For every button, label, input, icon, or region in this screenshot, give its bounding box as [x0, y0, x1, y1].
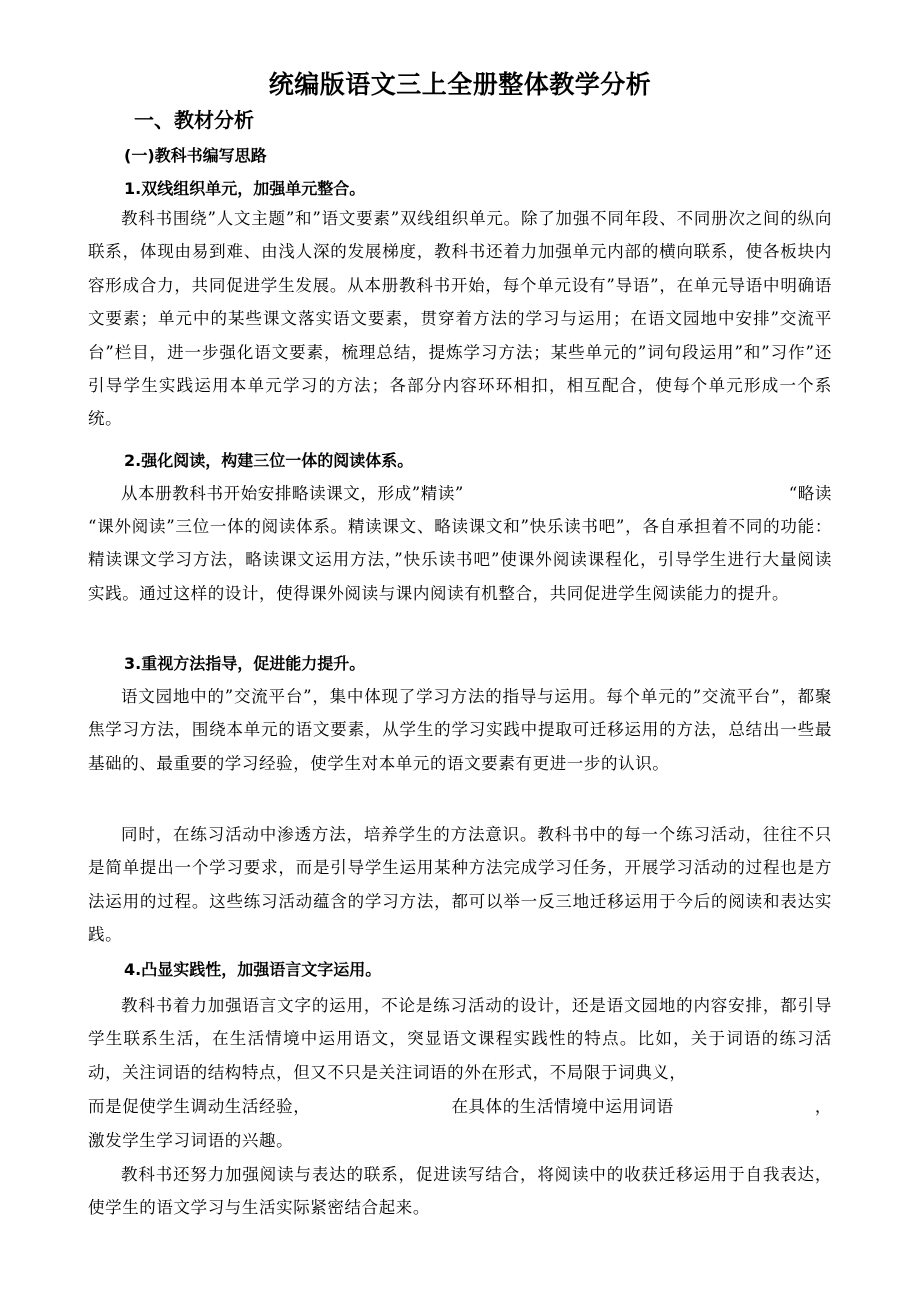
point-heading-2: 2.强化阅读，构建三位一体的阅读体系。 — [124, 451, 414, 470]
point-heading-4: 4.凸显实践性，加强语言文字运用。 — [124, 960, 382, 979]
section-heading: 一、教材分析 — [134, 108, 254, 132]
document-title: 统编版语文三上全册整体教学分析 — [268, 70, 652, 99]
paragraph-3: 语文园地中的”交流平台”，集中体现了学习方法的指导与运用。每个单元的”交流平台”，都聚焦学习方法，围绕本单元的语文要素，从学生的学习实践中提取可迁移运用的方法，总结出一些最基础的、最重要的学习经验，使学生对本单元的语文要素有更进一步的认识。 — [88, 687, 832, 773]
paragraph-6: 教科书还努力加强阅读与表达的联系，促进读写结合，将阅读中的收获迁移运用于自我表达，使学生的语文学习与生活实际紧密结合起来。 — [88, 1165, 832, 1218]
paragraph-2: “课外阅读”三位一体的阅读体系。精读课文、略读课文和”快乐读书吧”，各自承担着不同的功能：精读课文学习方法，略读课文运用方法，”快乐读书吧”使课外阅读课程化，引导学生进行大量阅读实践。通过这样的设计，使得课外阅读与课内阅读有机整合，共同促进学生阅读能力的提升。 — [88, 517, 832, 603]
paragraph-4: 同时，在练习活动中渗透方法，培养学生的方法意识。教科书中的每一个练习活动，往往不只是简单提出一个学习要求，而是引导学生运用某种方法完成学习任务，开展学习活动的过程也是方法运用的过程。这些练习活动蕴含的学习方法，都可以举一反三地迁移运用于今后的阅读和表达实践。 — [88, 825, 832, 945]
point-heading-1: 1.双线组织单元，加强单元整合。 — [124, 179, 366, 198]
subsection-heading: (一)教科书编写思路 — [124, 146, 267, 165]
paragraph-2-line-start: 从本册教科书开始安排略读课文，形成”精读” — [121, 484, 464, 503]
paragraph-2-first-line — [88, 477, 832, 510]
paragraph-5-split-a: 而是促使学生调动生活经验， — [88, 1097, 311, 1116]
paragraph-5-end: 激发学生学习词语的兴趣。 — [88, 1131, 294, 1150]
paragraph-1: 教科书围绕”人文主题”和”语文要素”双线组织单元。除了加强不同年段、不同册次之间的纵向联系，体现由易到难、由浅人深的发展梯度，教科书还着力加强单元内部的横向联系，使各板块内容形成合力，共同促进学生发展。从本册教科书开始，每个单元设有”导语”，在单元导语中明确语文要素；单元中的某些课文落实语文要素，贯穿着方法的学习与运用；在语文园地中安排”交流平台”栏目，进一步强化语文要素，梳理总结，提炼学习方法；某些单元的”词句段运用”和”习作”还引导学生实践运用本单元学习的方法；各部分内容环环相扣，相互配合，使每个单元形成一个系统。 — [88, 209, 832, 429]
paragraph-2-line-end: “略读 — [788, 484, 832, 503]
point-heading-3: 3.重视方法指导，促进能力提升。 — [124, 654, 366, 673]
paragraph-5-split-c: ， — [814, 1097, 832, 1116]
paragraph-5: 教科书着力加强语言文字的运用，不论是练习活动的设计，还是语文园地的内容安排，都引导学生联系生活，在生活情境中运用语文，突显语文课程实践性的特点。比如，关于词语的练习活动，关注词语的结构特点，但又不只是关注词语的外在形式，不局限于词典义， — [88, 996, 832, 1082]
paragraph-5-split-line — [88, 1090, 832, 1123]
paragraph-5-split-b: 在具体的生活情境中运用词语 — [451, 1097, 674, 1116]
